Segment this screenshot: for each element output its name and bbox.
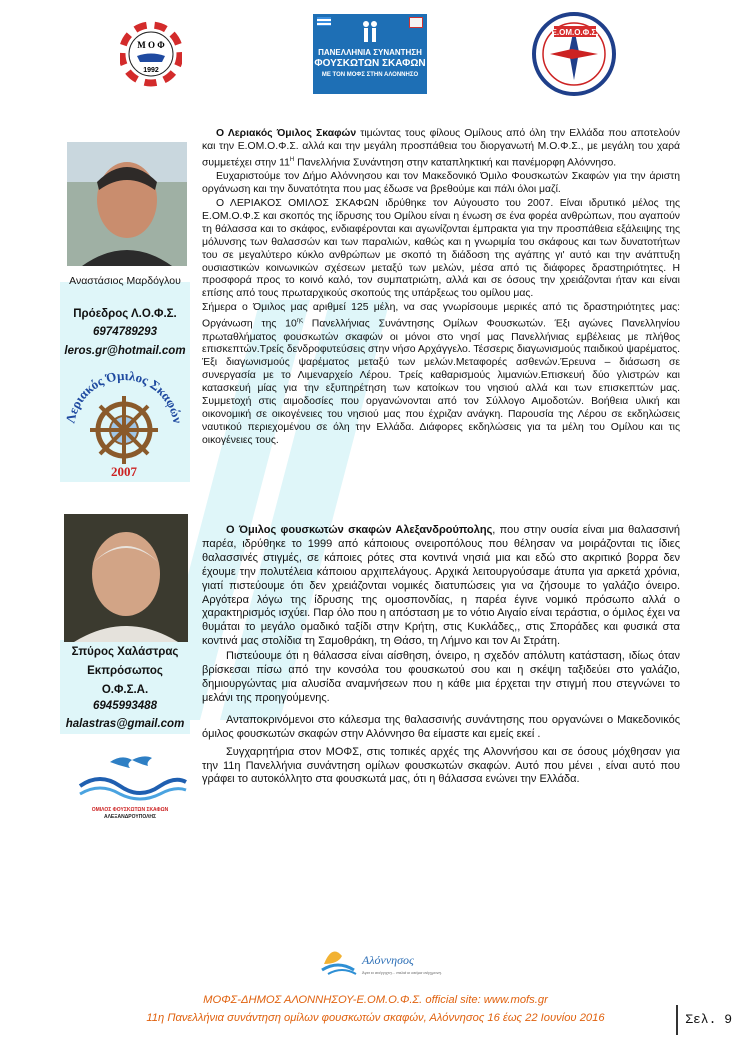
leros-club-logo — [62, 360, 186, 482]
section1-text — [202, 128, 680, 449]
section2-p1-bold: Ο Όμιλος φουσκωτών σκαφών Αλεξανδρούπολης — [226, 524, 493, 536]
section1-p1-rest: τιμώντας τους φίλους Ομίλους από όλη την Ελλάδα που αποτελούν και την Ε.ΟΜ.Ο.Φ.Σ. αλλά και την μεγάλη προσπάθεια του διοργανωτή Μ.Ο.Φ.Σ., με μεγάλη του χαρά συμμετέχει στην 11 — [202, 128, 680, 169]
section2-p4: Συγχαρητήρια στον ΜΟΦΣ, στις τοπικές αρχές της Αλοννήσου και σε όσους μόχθησαν για την 11η Πανελλήνια συνάντηση ομίλων φουσκωτών σκαφών. Αυτό που μένει , είναι αυτό που γράφει το αυτοκόλλητο στα φουσκωτά μας, ότι η θάλασσα ενώνει την Ελλάδα. — [202, 745, 680, 786]
section1-p2: Ευχαριστούμε τον Δήμο Αλόννησου και τον Μακεδονικό Όμιλο Φουσκωτών Σκαφών για την άριστη οργάνωση και την δυνατότητα που μας έδωσε να βρεθούμε και πάλι όλοι μαζί. — [202, 171, 680, 196]
mofs-logo-text: Μ Ο Φ — [137, 40, 165, 50]
figures-icon — [360, 20, 380, 44]
section1-p3: Ο ΛΕΡΙΑΚΟΣ ΟΜΙΛΟΣ ΣΚΑΦΩΝ ιδρύθηκε τον Αύγουστο του 2007. Είναι ιδρυτικό μέλος της Ε.ΟΜ.Ο.Φ.Σ και σκοπός της ίδρυσης του Ομίλου είναι η ένωση σε ένα φορέα ανθρώπων, που αγαπούν τη θάλασσα και το σκάφος, ενδιαφέρονται και αγωνίζονται έμπρακτα για την προσπάθεια εξάλειψης της μόλυνσης των θαλασσών και των παραλιών, καθώς και η γνωριμία του σκάφους και των δυνατοτήτων του σε μεγαλύτερο κύκλο ανθρώπων με σκοπό τη διάδοση της αγάπης γι' αυτό και την ανάπτυξη ουσιαστικών κοινωνικών σχέσεων μεταξύ των μελών, μέσα από τις διάφορες δραστηριότητες. Η προσφορά προς το κοινό καλό, τον συμπατριώτη, αλλά και σε όσους την χρειάζονται ήταν και είναι επίσης από τους πρωταρχικούς σκοπούς της υπάρξεως του ομίλου μας. — [202, 198, 680, 300]
president-photo — [67, 142, 187, 266]
section1-p4-rest: Πανελλήνιας Συνάντησης Ομίλων Φουσκωτών. Έξι αγώνες Πανελληνίου πρωταθλήματος φουσκωτών σκαφών οι μόνοι στο νησί μας Πανελλήνιας εμβέλειας με πλήθος επισκεπτών.Τρείς δενδροφυτεύσεις στην νήσο Αρχάγγελο. Τέσσερις διαγωνισμούς παιδικού ψαρέματος. Έξι διαγωνισμούς ψαρέματος μεταξύ των μελών.Μεταφορές ασθενών.Έρευνα – διάσωση σε συνεργασία με το Λιμεναρχείο Λέρου. Τρείς καθαρισμούς λιμανιών.Επισκευή δύο γλιστρών και κατασκευή μίας για την εξυπηρέτηση των κατοίκων του νησιού αλλά και των επισκεπτών μας. Συμμετοχή στις αιμοδοσίες που οργανώνονται από τον Σύλλογο Αιμοδοτών. Βοήθεια υλική και οικονομική σε οικογένειες του νησιού μας που έχριζαν ανάγκη. Παρουσία της Λέρου σε εκδηλώσεις ναυτικού περιεχομένου σε όλη την Ελλάδα. Διάφορες εκδηλώσεις για τα μέλη του Ομίλου και τις οικογένειες τους. — [202, 318, 680, 446]
representative-email[interactable]: halastras@gmail.com — [65, 718, 185, 730]
meeting-logo-title-2: ΦΟΥΣΚΩΤΩΝ ΣΚΑΦΩΝ — [314, 58, 426, 69]
page-number: Σελ. 9 — [676, 1005, 736, 1035]
greek-flag-icon — [317, 17, 331, 26]
meeting-logo-subtitle: ΜΕ ΤΟΝ ΜΟΦΣ ΣΤΗΝ ΑΛΟΝΝΗΣΟ — [321, 72, 419, 78]
section1-p4-sup: ης — [296, 318, 303, 325]
representative-phone: 6945993488 — [93, 700, 157, 712]
meeting-logo — [313, 14, 427, 94]
footer-line-1: ΜΟΦΣ-ΔΗΜΟΣ ΑΛΟΝΝΗΣΟΥ-Ε.ΟΜ.Ο.Φ.Σ. official site: www.mofs.gr — [203, 994, 548, 1006]
eomofs-logo — [532, 14, 616, 94]
mofs-logo-year: 1992 — [143, 67, 159, 74]
alexandroupoli-club-logo — [70, 752, 190, 824]
mofs-logo — [120, 14, 182, 94]
club-flag-icon — [409, 17, 423, 28]
meeting-logo-title-1: ΠΑΝΕΛΛΗΝΙΑ ΣΥΝΑΝΤΗΣΗ — [318, 48, 422, 57]
alonissos-logo-sub: Άγια κι ανέγγιχτη... παλιά κι ακόμα σύγχρονη... — [362, 970, 442, 975]
representative-org: Ο.Φ.Σ.Α. — [101, 684, 149, 696]
section2-text — [202, 524, 680, 788]
alonissos-logo — [318, 938, 442, 980]
section2-p2: Πιστεύουμε ότι η θάλασσα είναι αίσθηση, όνειρο, η σχεδόν απόλυτη κατάσταση, ιδίως όταν βρίσκεσαι πίσω από την κονσόλα του φουσκωτού σου και η σκέψη ταξιδεύει στο γαλάζιο, δημιουργώντας μια αλυσίδα αναμνήσεων που η κάθε μια έρχεται την στιγμή που στεγνώνει το μελάνι της προηγούμενης. — [202, 650, 680, 704]
president-phone: 6974789293 — [93, 326, 157, 338]
president-name: Αναστάσιος Μαρδόγλου — [69, 275, 181, 287]
alexandroupoli-logo-line1: ΟΜΙΛΟΣ ΦΟΥΣΚΩΤΩΝ ΣΚΑΦΩΝ — [91, 807, 169, 813]
president-email[interactable]: leros.gr@hotmail.com — [64, 345, 186, 357]
representative-name: Σπύρος Χαλάστρας — [71, 646, 179, 658]
section1-p1-bold: Ο Λεριακός Όμιλος Σκαφών — [216, 128, 357, 139]
leros-logo-year: 2007 — [111, 464, 137, 479]
representative-photo — [64, 514, 188, 642]
leros-logo-arc-text: Λεριακός Όμιλος Σκαφών — [62, 367, 186, 425]
alexandroupoli-logo-line2: ΑΛΕΞΑΝΔΡΟΥΠΟΛΗΣ — [103, 814, 157, 820]
section2-p3: Ανταποκρινόμενοι στο κάλεσμα της θαλασσινής συνάντησης που οργανώνει ο Μακεδονικός όμιλος φουσκωτών σκαφών στην Αλόννησο θα είμαστε και εμείς εκεί . — [202, 713, 680, 740]
alonissos-logo-text: Αλόννησος — [362, 953, 414, 967]
section1-p4-start: Σήμερα ο Όμιλος μας αριθμεί 125 μέλη, να σας γνωρίσουμε μερικές από τις δραστηριότητες μας: Οργάνωση της 10 — [202, 302, 680, 330]
section2-p1-rest: , που στην ουσία είναι μια θαλασσινή παρέα, ιδρύθηκε το 1999 από κάποιους ονειροπόλους που θέλησαν να μοιράζονται τις ίδιες θαλασσινές στιγμές, σε κάποιες ρότες στα κοντινά νησιά μια και εδώ στο ακριτικό βορρα δεν έχουμε την πολυτέλεια κάποιου αρχιπελάγους. Αρχικά λειτουργούσαμε άτυπα για αρκετά χρόνια, γιατί πιστεύουμε ότι δεν χρειάζονται νομικές διατυπώσεις για να ζήσουμε το γαλάζιο όνειρο. Αργότερα λόγω της ίδρυσης της ομοσπονδίας, η παρέα έγινε νομικό πρόσωπο αλλά ο χαρακτηρισμός ισχύει. Παρ όλο που η απόσταση με το νότιο Αιγαίο είναι τεράστια, ο όμιλος έχει να θυμάται το μεγάλο ομαδικό ταξίδι στην Κρήτη, στις Κυκλάδες,, στις Σποράδες και φυσικά στα κοντινά μας στολίδια τη Σαμοθράκη, τη Θάσο, τη Λήμνο και τον Αι Στράτη. — [202, 524, 680, 648]
section1-p1-sup: Η — [289, 156, 295, 163]
footer-line-2: 11η Πανελλήνια συνάντηση ομίλων φουσκωτών σκαφών, Αλόννησος 16 έως 22 Ιουνίου 2016 — [146, 1012, 605, 1024]
president-role: Πρόεδρος Λ.Ο.Φ.Σ. — [73, 308, 177, 320]
representative-role: Εκπρόσωπος — [87, 665, 163, 677]
eomofs-logo-text: Ε.ΟΜ.Ο.Φ.Σ. — [551, 28, 599, 37]
section1-p1-end: Πανελλήνια Συνάντηση στην καταπληκτική και πανέμορφη Αλόννησο. — [294, 157, 617, 169]
